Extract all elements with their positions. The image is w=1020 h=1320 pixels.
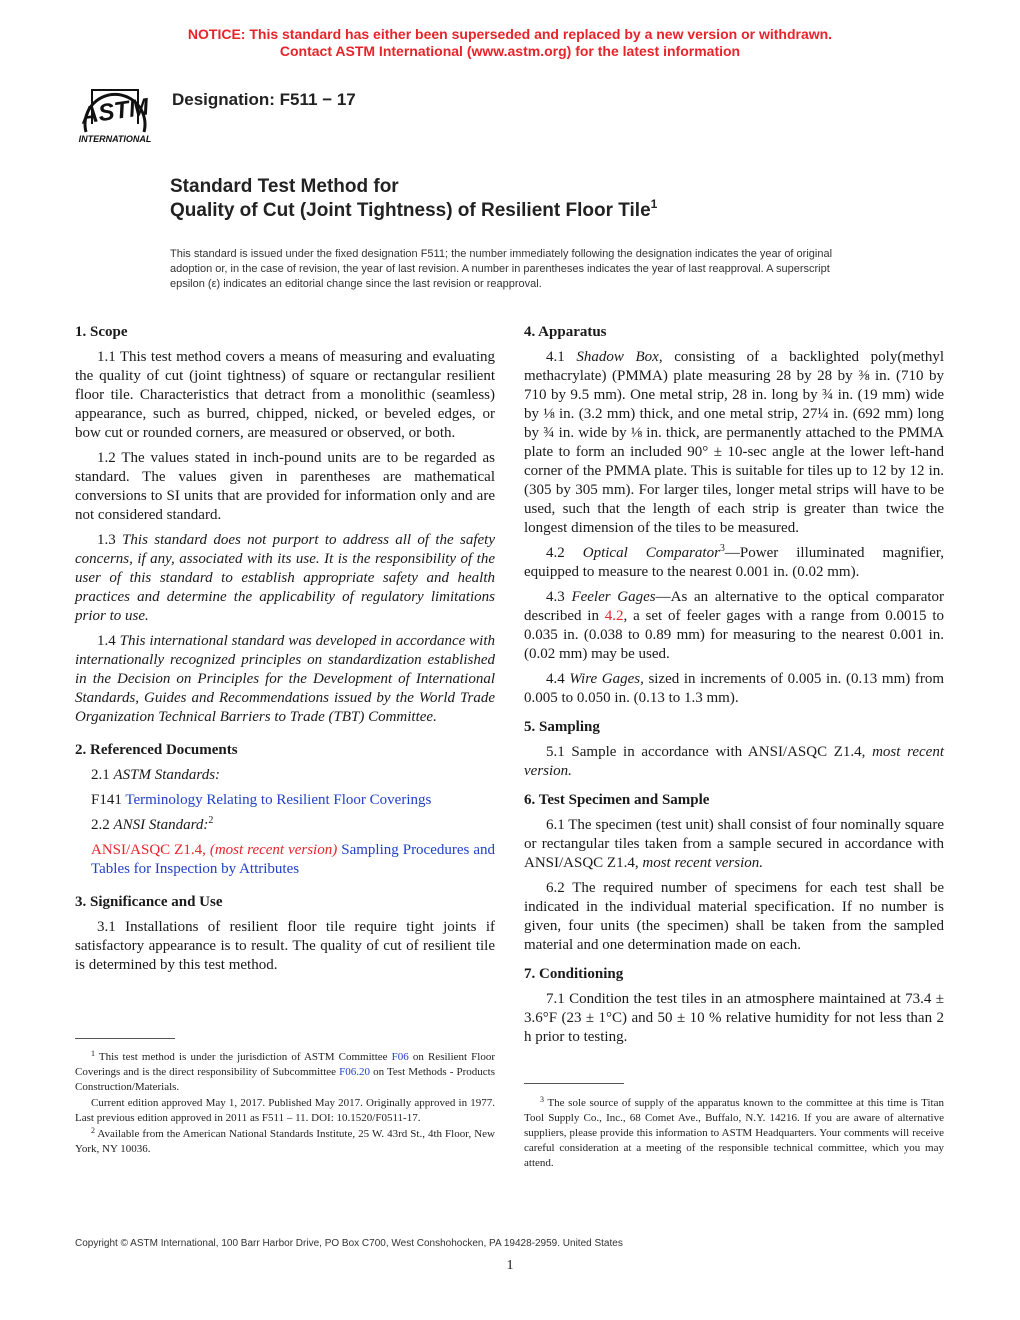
section-heading-specimen: 6. Test Specimen and Sample — [524, 792, 710, 808]
para-1-2: 1.2 The values stated in inch-pound units are to be regarded as standard. The values given in parentheses are mathematical conversions to SI units that are provided for information only and are not considered standard. — [75, 450, 495, 523]
para-term: Optical Comparator — [582, 545, 720, 561]
para-text: sized in increments of 0.005 in. (0.13 mm) from 0.005 to 0.050 in. (0.13 to 1.3 mm). — [524, 671, 944, 706]
para-num: 1.4 — [97, 633, 116, 649]
section-heading-significance: 3. Significance and Use — [75, 894, 223, 910]
para-3-1: 3.1 Installations of resilient floor tile require tight joints if satisfactory appearance is to result. The quality of cut of resilient tile is determined by this test method. — [75, 919, 495, 973]
section-heading-sampling: 5. Sampling — [524, 719, 600, 735]
footnote-mark: 2 — [208, 815, 214, 826]
footnote-2 — [75, 1127, 495, 1157]
notice-line-1: NOTICE: This standard has either been superseded and replaced by a new version or withdrawn. — [187, 26, 833, 42]
subcommittee-link[interactable]: F06.20 — [339, 1066, 370, 1078]
title-footnote-mark: 1 — [650, 197, 658, 211]
footnote-mark: 3 — [719, 543, 725, 554]
right-column — [524, 323, 944, 1053]
left-column — [75, 323, 495, 981]
para-text: —As an alternative to the optical comparator described in — [524, 589, 945, 624]
title-text: Quality of Cut (Joint Tightness) of Resilient Floor Tile — [170, 200, 651, 221]
logo-mark: ASTM — [79, 93, 151, 130]
ref-code-link[interactable]: ANSI/ASQC Z1.4, — [91, 842, 206, 858]
para-text: consisting of a backlighted poly(methyl methacrylate) (PMMA) plate measuring 28 by 28 by ⅜ in. (710 by 710 by 9.5 mm). One metal strip, 28 in. long by ¾ in. (19 mm) wide by ⅛ in. (3.2 mm) thick, and one metal strip, 27¼ in. (692 mm) long by ¾ in. wide by ⅛ in. thick, are permanently attached to the PMMA plate to form an included 90° ± 10-sec angle at the lower left-hand corner of the PMMA plate. This is suitable for tiles up to 12 by 12 in. (305 by 305 mm). For larger tiles, longer metal strips will have to be used, such that the length of each strip is greater than twice the longest dimension of the tiles to be measured. — [524, 349, 944, 536]
para-4-1 — [524, 348, 944, 538]
footnote-text: on Test Methods - Products Construction/Materials. — [75, 1066, 496, 1093]
footnotes-right — [524, 1096, 944, 1172]
footnote-divider-left — [75, 1038, 175, 1039]
para-4-4 — [524, 670, 944, 708]
title-line-2 — [170, 197, 658, 222]
footnote-1 — [75, 1050, 495, 1095]
para-num: 1.3 — [97, 532, 116, 548]
para-term: Wire Gages, — [569, 671, 644, 687]
para-italic: most recent version. — [524, 744, 945, 779]
section-heading-scope: 1. Scope — [75, 324, 128, 340]
ref-title-link[interactable]: Terminology Relating to Resilient Floor Coverings — [125, 792, 432, 808]
title-line-1: Standard Test Method for — [170, 176, 399, 197]
para-num: 2.2 — [91, 817, 110, 833]
para-1-4 — [75, 632, 495, 727]
para-num: 4.3 — [546, 589, 565, 605]
para-text: ASTM Standards: — [113, 767, 221, 783]
footnote-divider-right — [524, 1083, 624, 1084]
ref-title-link[interactable]: Sampling Procedures and Tables for Inspection by Attributes — [91, 842, 496, 877]
logo-sub: INTERNATIONAL — [78, 134, 152, 144]
footnote-text: This test method is under the jurisdiction of ASTM Committee — [98, 1051, 388, 1063]
footnote-text: Available from the American National Standards Institute, 25 W. 43rd St., 4th Floor, New York, NY 10036. — [75, 1128, 495, 1155]
para-text: 6.1 The specimen (test unit) shall consist of four nominally square or rectangular tiles taken from a sample secured in accordance with ANSI/ASQC Z1.4, — [524, 817, 944, 871]
para-6-1 — [524, 816, 944, 873]
para-text: 5.1 Sample in accordance with ANSI/ASQC Z1.4, — [546, 744, 866, 760]
para-text: —Power illuminated magnifier, equipped to measure to the nearest 0.001 in. (0.02 mm). — [524, 545, 945, 580]
section-heading-apparatus: 4. Apparatus — [524, 324, 607, 340]
para-text: ANSI Standard: — [113, 817, 209, 833]
section-heading-referenced: 2. Referenced Documents — [75, 742, 238, 758]
footnote-1-edition: Current edition approved May 1, 2017. Published May 2017. Originally approved in 1977. Last previous edition approved in 2011 as F511 – 11. DOI: 10.1520/F0511-17. — [75, 1097, 495, 1124]
para-5-1 — [524, 743, 944, 781]
notice-banner — [0, 26, 1020, 60]
ref-version: (most recent version) — [209, 842, 338, 858]
para-num: 4.2 — [546, 545, 565, 561]
committee-link[interactable]: F06 — [391, 1051, 409, 1063]
para-7-1: 7.1 Condition the test tiles in an atmosphere maintained at 73.4 ± 3.6°F (23 ± 1°C) and 50 ± 10 % relative humidity for not less than 2 h prior to testing. — [524, 991, 944, 1045]
reference-ansi — [75, 841, 495, 879]
para-4-3 — [524, 588, 944, 664]
footnote-text: The sole source of supply of the apparatus known to the committee at this time is Titan Tool Supply Co., Inc., 68 Comet Ave., Buffalo, N.Y. 14216. If you are aware of alternative suppliers, please provide this information to ASTM Headquarters. Your comments will receive careful consideration at a meeting of the responsible technical committee, which you may attend. — [524, 1097, 944, 1169]
para-num: 4.4 — [546, 671, 565, 687]
para-2-1 — [75, 766, 495, 785]
para-text: , a set of feeler gages with a range from 0.0015 to 0.035 in. (0.038 to 0.89 mm) for measuring to the nearest 0.001 in. (0.02 mm) may be used. — [524, 608, 944, 662]
designation: Designation: F511 − 17 — [172, 90, 356, 109]
footnote-mark: 2 — [91, 1126, 95, 1135]
cross-ref-link[interactable]: 4.2 — [604, 608, 624, 624]
para-6-2: 6.2 The required number of specimens for each test shall be indicated in the individual material specification. If no number is given, four units (the specimen) shall be taken from the sampled material and one determination made on each. — [524, 880, 944, 953]
para-text: This standard does not purport to address all of the safety concerns, if any, associated with its use. It is the responsibility of the user of this standard to establish appropriate safety and health practices and determine the applicability of regulatory limitations prior to use. — [75, 532, 496, 624]
para-num: 2.1 — [91, 767, 110, 783]
notice-line-2: Contact ASTM International (www.astm.org) for the latest information — [279, 43, 741, 59]
footnote-mark: 1 — [91, 1049, 95, 1058]
para-1-1: 1.1 This test method covers a means of measuring and evaluating the quality of cut (joint tightness) of square or rectangular resilient floor tile. Characteristics that detract from a monolithic (seamless) appearance, such as burred, chipped, nicked, or beveled edges, or bow cut or rounded corners, are measured or observed, or both. — [75, 349, 495, 441]
para-term: Feeler Gages — [571, 589, 656, 605]
footnote-3 — [524, 1096, 944, 1171]
copyright-line: Copyright © ASTM International, 100 Barr Harbor Drive, PO Box C700, West Conshohocken, PA 19428-2959. United States — [75, 1238, 623, 1249]
footnotes-left — [75, 1050, 495, 1158]
footnote-mark: 3 — [540, 1095, 544, 1104]
para-term: Shadow Box, — [576, 349, 663, 365]
para-2-2 — [75, 816, 495, 835]
footnote-text: on Resilient Floor Coverings and is the direct responsibility of Subcommittee — [75, 1051, 496, 1078]
para-num: 4.1 — [546, 349, 565, 365]
ref-code: F141 — [91, 792, 122, 808]
para-4-2 — [524, 544, 944, 582]
section-heading-conditioning: 7. Conditioning — [524, 966, 624, 982]
para-text: This international standard was developed in accordance with internationally recognized principles on standardization established in the Decision on Principles for the Development of International Standards, Guides and Recommendations issued by the World Trade Organization Technical Barriers to Trade (TBT) Committee. — [75, 633, 495, 725]
intro-paragraph: This standard is issued under the fixed designation F511; the number immediately following the designation indicates the year of original adoption or, in the case of revision, the year of last revision. A number in parentheses indicates the year of last reapproval. A superscript epsilon (ε) indicates an editorial change since the last revision or reapproval. — [170, 248, 833, 290]
reference-f141 — [75, 791, 495, 810]
page-number: 1 — [506, 1258, 514, 1273]
para-italic: most recent version. — [642, 855, 764, 871]
para-1-3 — [75, 531, 495, 626]
astm-logo — [72, 74, 158, 146]
